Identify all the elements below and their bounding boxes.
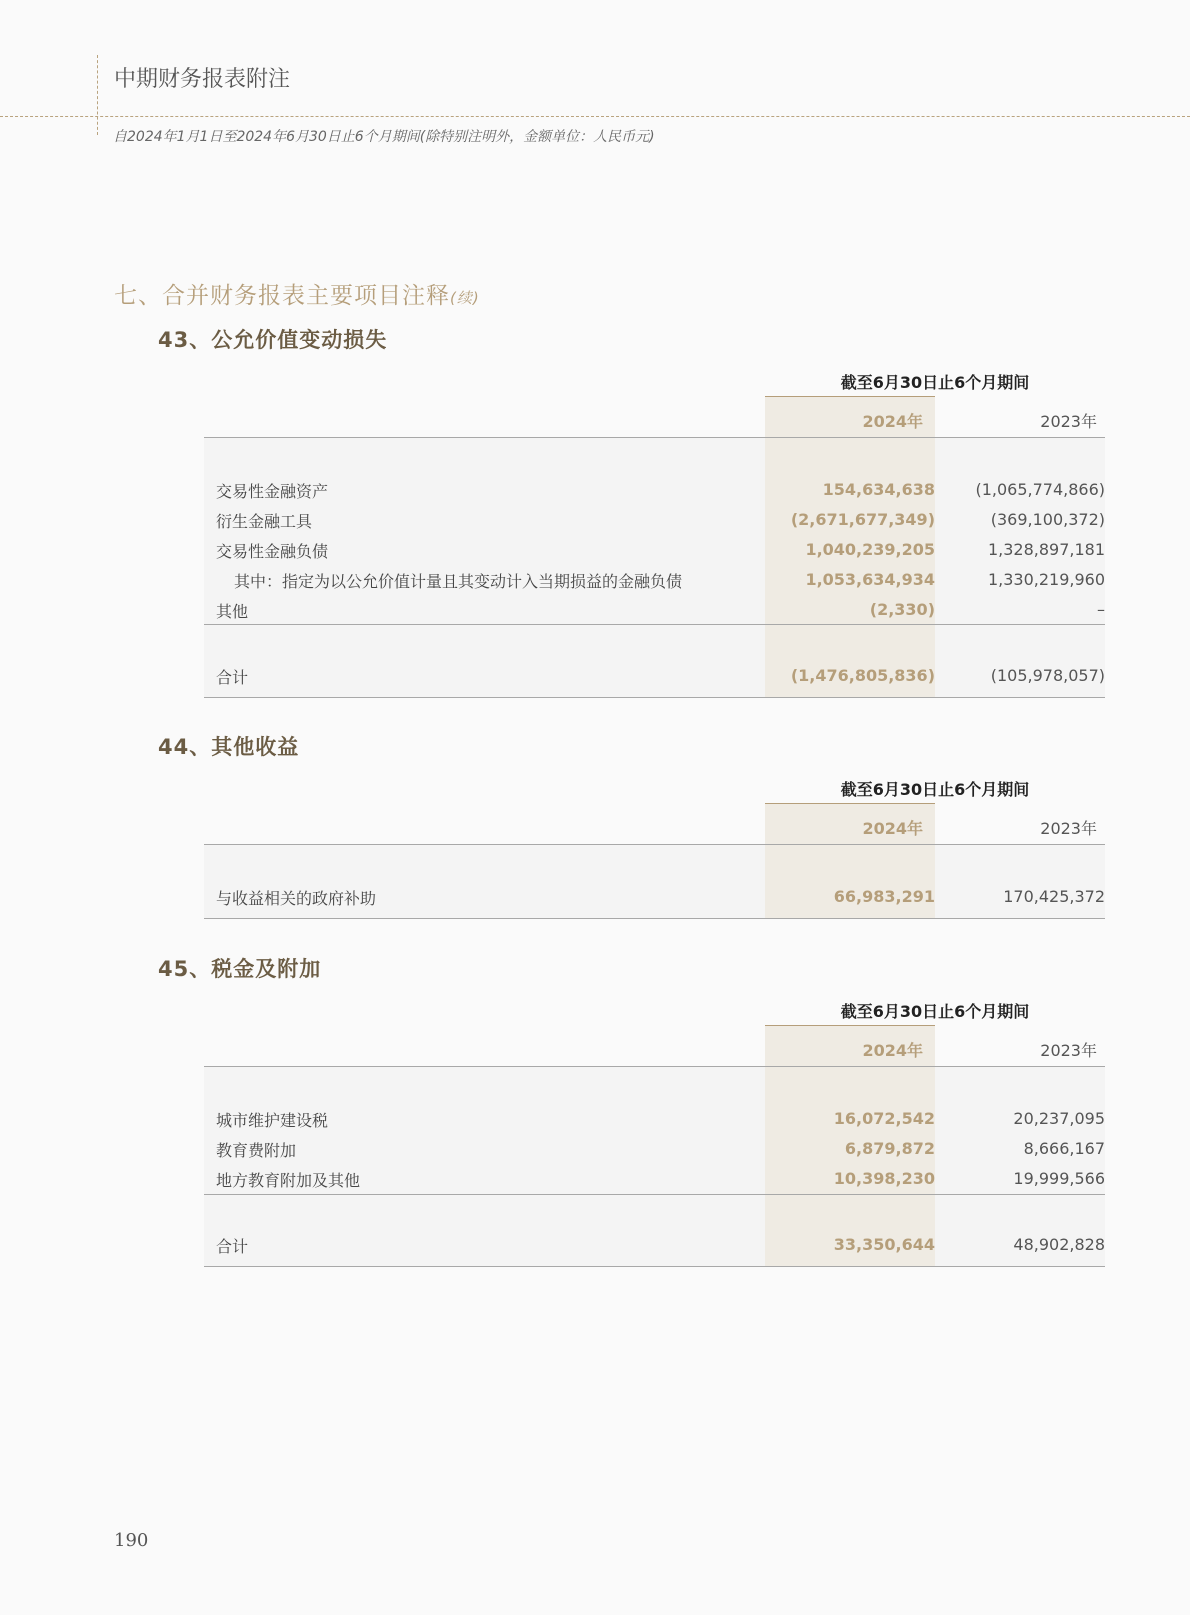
row-value-prior: 1,330,219,960 — [987, 570, 1105, 589]
header-rule — [204, 437, 1105, 438]
total-value-current: 33,350,644 — [833, 1235, 935, 1254]
section-title-45: 45、税金及附加 — [158, 957, 322, 981]
chapter-title: 七、合并财务报表主要项目注释 — [114, 283, 450, 309]
row-value-prior: (369,100,372) — [990, 510, 1105, 529]
row-label: 地方教育附加及其他 — [216, 1171, 361, 1190]
period-header: 截至6月30日止6个月期间 — [840, 780, 1030, 799]
header-vertical-rule — [97, 55, 98, 135]
section-title-44: 44、其他收益 — [158, 735, 300, 759]
row-label: 教育费附加 — [216, 1141, 297, 1160]
row-value-prior: 170,425,372 — [1003, 887, 1105, 906]
row-value-current: (2,330) — [869, 600, 935, 619]
row-label: 城市维护建设税 — [216, 1111, 329, 1130]
row-value-prior: 1,328,897,181 — [987, 540, 1105, 559]
row-value-prior: – — [1097, 600, 1105, 619]
subtotal-rule — [204, 624, 1105, 625]
year-current-header: 2024年 — [862, 1041, 923, 1060]
taxes-surcharges-table — [204, 999, 1105, 1267]
total-label: 合计 — [216, 668, 249, 687]
table-total-row — [204, 662, 1105, 692]
row-value-current: (2,671,677,349) — [790, 510, 935, 529]
row-value-current: 16,072,542 — [833, 1109, 935, 1128]
total-label: 合计 — [216, 1237, 249, 1256]
period-header: 截至6月30日止6个月期间 — [840, 373, 1030, 392]
row-value-current: 66,983,291 — [833, 887, 935, 906]
row-value-current: 1,053,634,934 — [805, 570, 935, 589]
period-header: 截至6月30日止6个月期间 — [840, 1002, 1030, 1021]
chapter-heading — [114, 277, 480, 310]
year-prior-header: 2023年 — [1040, 819, 1097, 838]
fair-value-change-table — [204, 370, 1105, 698]
header-rule — [204, 844, 1105, 845]
header-rule — [204, 1066, 1105, 1067]
row-label: 其中：指定为以公允价值计量且其变动计入当期损益的金融负债 — [234, 572, 683, 591]
table-bottom-rule — [204, 697, 1105, 698]
row-value-current: 154,634,638 — [822, 480, 935, 499]
year-current-header: 2024年 — [862, 412, 923, 431]
row-value-prior: 8,666,167 — [1023, 1139, 1105, 1158]
row-label: 交易性金融资产 — [216, 482, 329, 501]
row-label: 其他 — [216, 602, 249, 621]
header-horizontal-rule — [0, 116, 1190, 117]
year-current-header: 2024年 — [862, 819, 923, 838]
table-row — [204, 506, 1105, 536]
row-value-prior: 19,999,566 — [1013, 1169, 1105, 1188]
year-prior-header: 2023年 — [1040, 1041, 1097, 1060]
table-row — [204, 1105, 1105, 1135]
row-label: 交易性金融负债 — [216, 542, 329, 561]
chapter-continued: (续) — [450, 289, 480, 307]
row-value-current: 10,398,230 — [833, 1169, 935, 1188]
table-bottom-rule — [204, 1266, 1105, 1267]
total-value-current: (1,476,805,836) — [790, 666, 935, 685]
row-value-current: 1,040,239,205 — [805, 540, 935, 559]
section-title-43: 43、公允价值变动损失 — [158, 328, 388, 352]
row-value-current: 6,879,872 — [844, 1139, 935, 1158]
total-value-prior: 48,902,828 — [1013, 1235, 1105, 1254]
table-total-row — [204, 1231, 1105, 1261]
table-row — [204, 476, 1105, 506]
table-bottom-rule — [204, 918, 1105, 919]
running-header-subtitle: 自2024年1月1日至2024年6月30日止6个月期间(除特别注明外，金额单位：人民币元) — [113, 129, 655, 145]
table-row — [204, 883, 1105, 913]
table-row — [204, 596, 1105, 626]
row-label: 与收益相关的政府补助 — [216, 889, 377, 908]
year-prior-header: 2023年 — [1040, 412, 1097, 431]
other-income-table — [204, 777, 1105, 919]
table-row — [204, 566, 1105, 596]
row-value-prior: 20,237,095 — [1013, 1109, 1105, 1128]
subtotal-rule — [204, 1194, 1105, 1195]
row-value-prior: (1,065,774,866) — [975, 480, 1105, 499]
total-value-prior: (105,978,057) — [990, 666, 1105, 685]
table-row — [204, 1135, 1105, 1165]
table-row — [204, 1165, 1105, 1195]
page-number: 190 — [114, 1530, 149, 1551]
row-label: 衍生金融工具 — [216, 512, 313, 531]
table-row — [204, 536, 1105, 566]
running-header-title: 中期财务报表附注 — [114, 67, 291, 92]
